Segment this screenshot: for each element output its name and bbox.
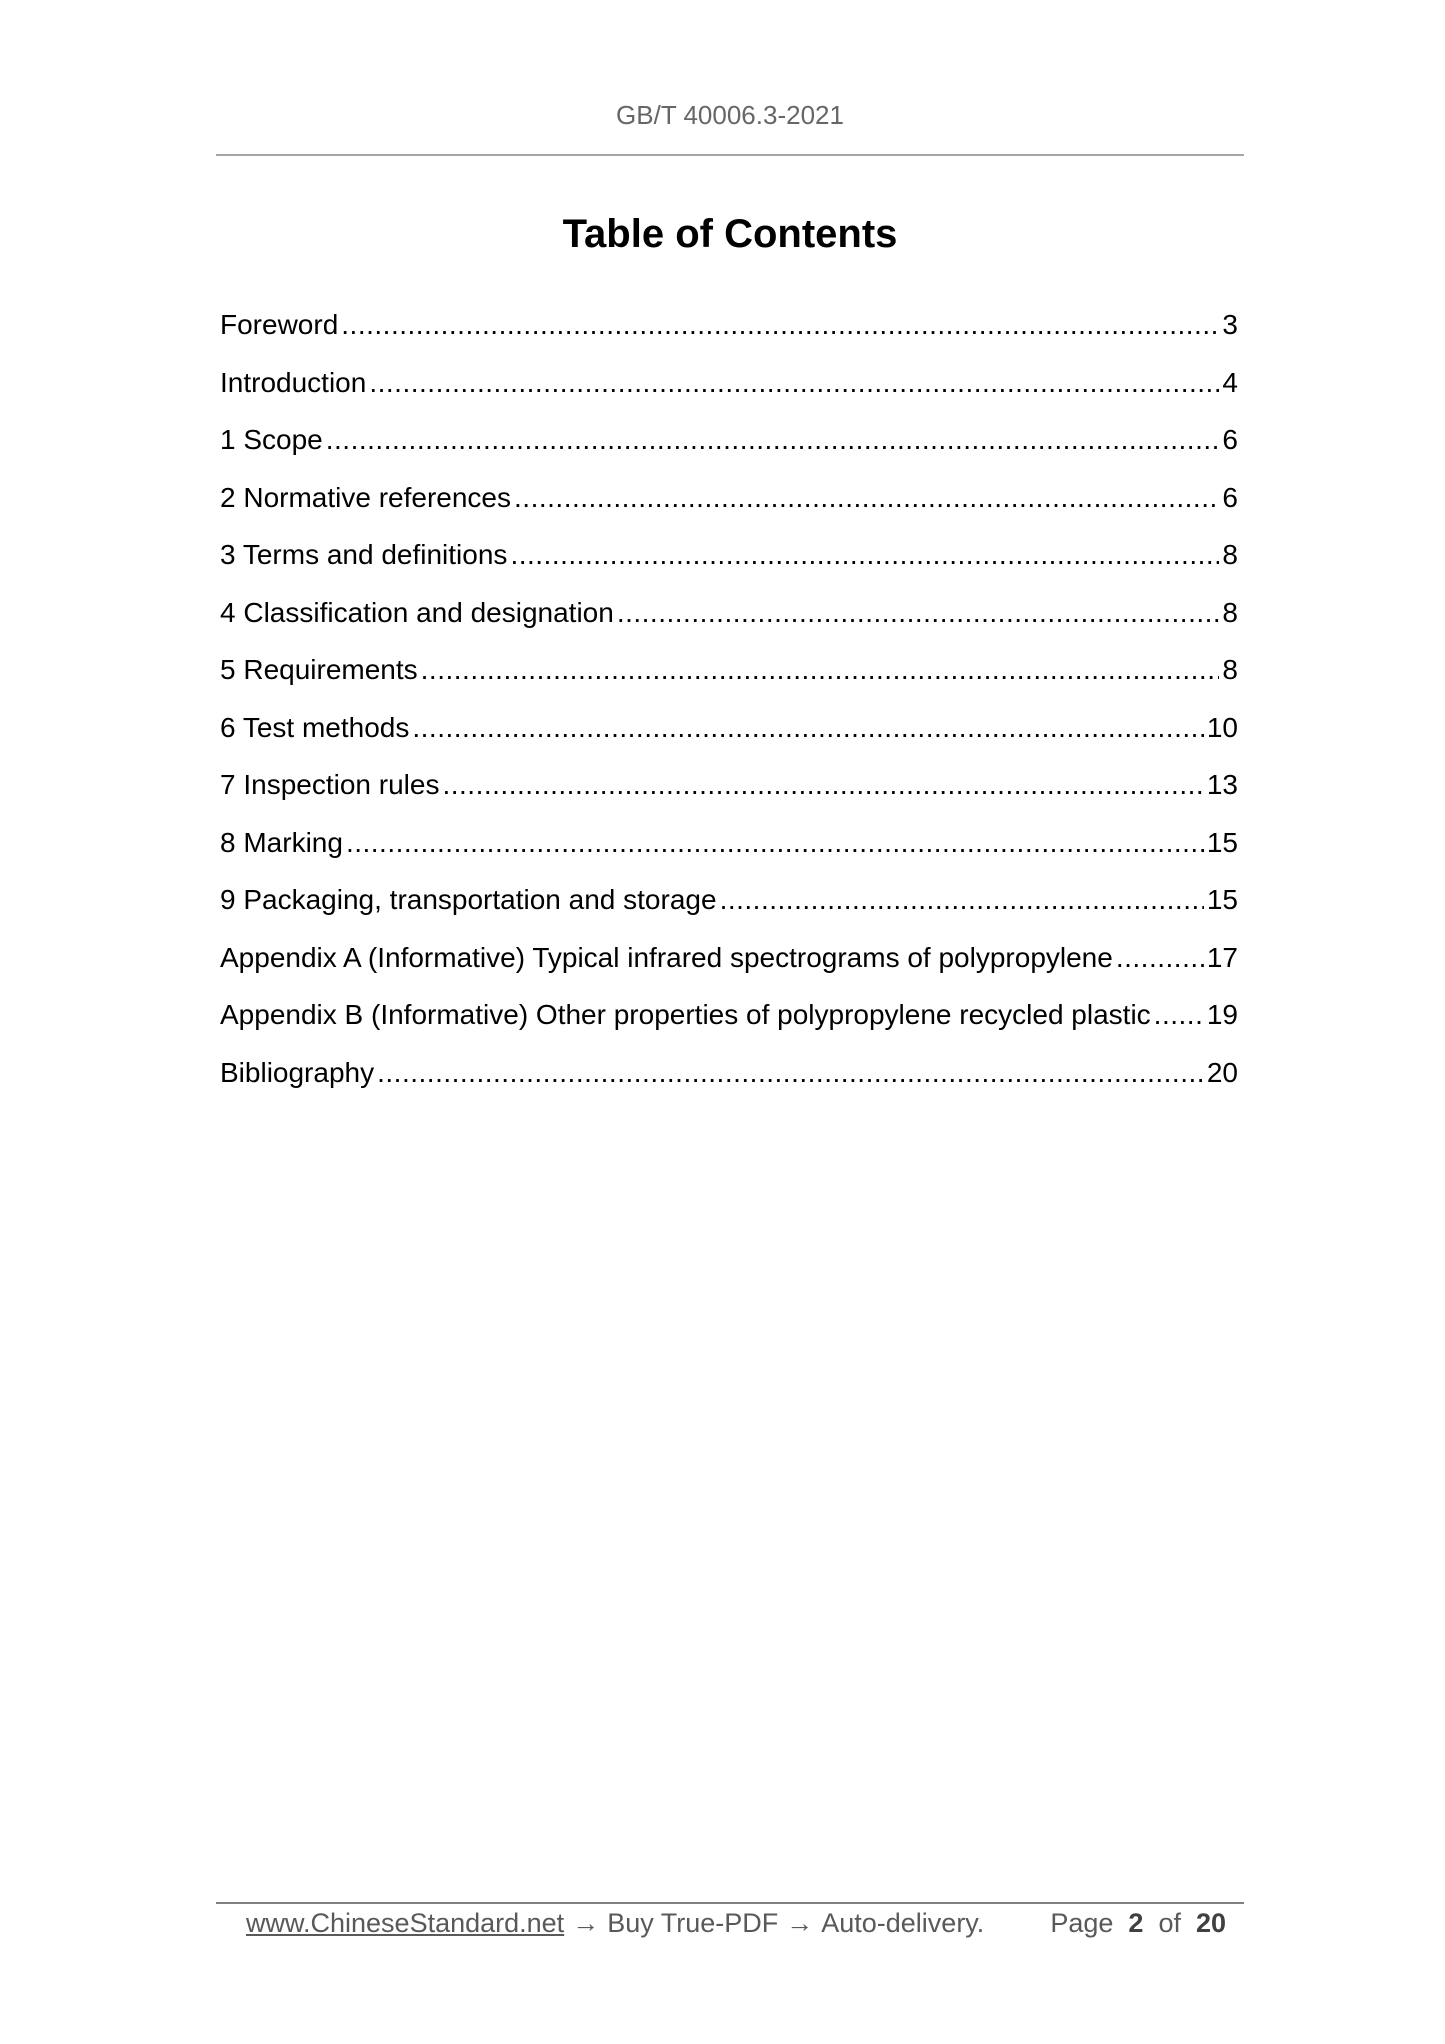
header-divider [216,154,1244,156]
toc-entry-page: 6 [1222,481,1238,513]
toc-entry[interactable] [220,1048,1238,1106]
toc-entry-label: 6 Test methods [220,711,410,743]
page-header: GB/T 40006.3-2021 [616,100,844,130]
toc-entry-page: 13 [1206,769,1238,800]
toc-dot-leader [720,875,1204,925]
toc-entry[interactable] [220,760,1238,818]
buy-text: Buy True-PDF [607,1908,779,1938]
toc-entry-label: Appendix A (Informative) Typical infrared spectrograms of polypropylene [220,941,1113,973]
page-title: Table of Contents [562,212,898,256]
toc-entry-label: 2 Normative references [220,481,512,513]
toc-entry[interactable] [220,645,1238,703]
current-page-number: 2 [1128,1908,1144,1938]
right-arrow-icon: → [572,1908,600,1938]
toc-entry-page: 8 [1222,539,1238,570]
toc-entry-page: 20 [1206,1056,1238,1088]
toc-dot-leader [377,1048,1204,1098]
toc-entry-page: 6 [1222,424,1238,455]
toc-dot-leader [326,415,1220,465]
toc-entry-label: Foreword [220,309,339,340]
delivery-text: Auto-delivery. [821,1908,985,1938]
toc-dot-leader [514,473,1219,523]
page-word: Page [1050,1908,1114,1938]
toc-entry-label: 8 Marking [220,826,343,858]
right-arrow-icon: → [786,1908,814,1938]
toc-entry[interactable] [220,933,1238,991]
toc-entry-page: 10 [1206,711,1238,743]
toc-entry-page: 8 [1222,654,1238,685]
toc-dot-leader [412,703,1203,753]
toc-entry[interactable] [220,473,1238,531]
toc-entry-label: 7 Inspection rules [220,769,440,800]
page-footer [246,1908,1246,1939]
site-link[interactable]: www.ChineseStandard.net [246,1908,565,1938]
toc-entry-page: 17 [1206,941,1238,973]
toc-entry-page: 8 [1222,596,1238,628]
toc-dot-leader [421,645,1220,695]
toc-entry-label: 4 Classification and designation [220,596,614,628]
toc-entry[interactable] [220,818,1238,876]
toc-entry[interactable] [220,300,1238,358]
toc-dot-leader [369,358,1219,408]
toc-entry-page: 3 [1222,309,1238,340]
toc-entry-label: Bibliography [220,1056,375,1088]
toc-dot-leader [1116,933,1204,983]
footer-divider [216,1902,1244,1904]
toc-entry[interactable] [220,415,1238,473]
toc-entry-label: 5 Requirements [220,654,418,685]
toc-dot-leader [1154,990,1204,1040]
toc-entry[interactable] [220,530,1238,588]
toc-dot-leader [442,760,1203,810]
toc-entry[interactable] [220,358,1238,416]
total-page-number: 20 [1195,1908,1227,1938]
toc-entry-label: 9 Packaging, transportation and storage [220,884,717,915]
toc-entry[interactable] [220,703,1238,761]
table-of-contents [220,300,1238,1105]
toc-entry-page: 4 [1222,366,1238,398]
of-word: of [1158,1908,1181,1938]
toc-entry-page: 19 [1206,999,1238,1030]
toc-dot-leader [341,300,1219,350]
toc-dot-leader [617,588,1220,638]
toc-dot-leader [346,818,1204,868]
toc-entry-label: 3 Terms and definitions [220,539,508,570]
toc-entry[interactable] [220,990,1238,1048]
toc-entry-label: Introduction [220,366,367,398]
toc-entry-page: 15 [1206,884,1238,915]
toc-entry[interactable] [220,875,1238,933]
page-indicator [1050,1908,1226,1939]
toc-dot-leader [510,530,1219,580]
toc-entry-label: Appendix B (Informative) Other properties of polypropylene recycled plastic [220,999,1151,1030]
toc-entry[interactable] [220,588,1238,646]
toc-entry-label: 1 Scope [220,424,323,455]
toc-entry-page: 15 [1206,826,1238,858]
